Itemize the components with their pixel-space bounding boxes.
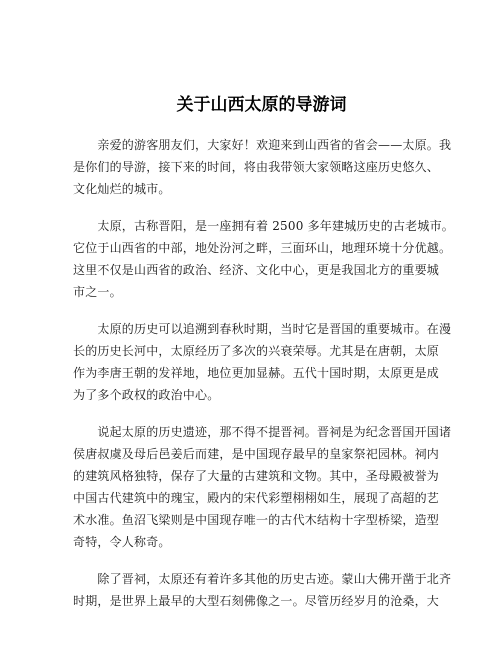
text-line: 术水准。鱼沼飞梁则是中国现存唯一的古代木结构十字型桥梁，造型: [73, 513, 440, 527]
paragraph-history: [73, 318, 452, 406]
text-line: 说起太原的历史遗迹，那不得不提晋祠。晋祠是为纪念晋国开国诸: [73, 425, 452, 439]
text-line: 长的历史长河中，太原经历了多次的兴衰荣辱。尤其是在唐朝，太原: [73, 344, 440, 358]
text-line: 这里不仅是山西省的政治、经济、文化中心，更是我国北方的重要城: [73, 263, 440, 277]
document-title: 关于山西太原的导游词: [176, 95, 347, 115]
text-line: 除了晋祠，太原还有着许多其他的历史古迹。蒙山大佛开凿于北齐: [73, 572, 452, 586]
text-line: 太原，古称晋阳，是一座拥有着 2500 多年建城历史的古老城市。: [73, 219, 454, 233]
paragraph-overview: [73, 215, 454, 303]
text-line: 亲爱的游客朋友们，大家好！欢迎来到山西省的省会——太原。我: [73, 138, 452, 152]
paragraph-jinci: [73, 421, 452, 553]
text-line: 侯唐叔虞及母后邑姜后而建，是中国现存最早的皇家祭祀园林。祠内: [73, 447, 440, 461]
text-line: 作为李唐王朝的发祥地，地位更加显赫。五代十国时期，太原更是成: [73, 366, 440, 380]
text-line: 的建筑风格独特，保存了大量的古建筑和文物。其中，圣母殿被誉为: [73, 469, 440, 483]
text-line: 中国古代建筑中的瑰宝，殿内的宋代彩塑栩栩如生，展现了高超的艺: [73, 491, 440, 505]
text-line: 奇特，令人称奇。: [73, 535, 171, 549]
text-line: 时期，是世界上最早的大型石刻佛像之一。尽管历经岁月的沧桑，大: [73, 594, 440, 608]
text-line: 文化灿烂的城市。: [73, 182, 171, 196]
text-line: 它位于山西省的中部，地处汾河之畔，三面环山，地理环境十分优越。: [73, 241, 452, 255]
text-line: 市之一。: [73, 285, 122, 299]
text-line: 太原的历史可以追溯到春秋时期，当时它是晋国的重要城市。在漫: [73, 322, 452, 336]
text-line: 为了多个政权的政治中心。: [73, 388, 220, 402]
paragraph-other-sites: [73, 568, 452, 612]
text-line: 是你们的导游，接下来的时间，将由我带领大家领略这座历史悠久、: [73, 160, 440, 174]
paragraph-welcome: [73, 134, 452, 200]
